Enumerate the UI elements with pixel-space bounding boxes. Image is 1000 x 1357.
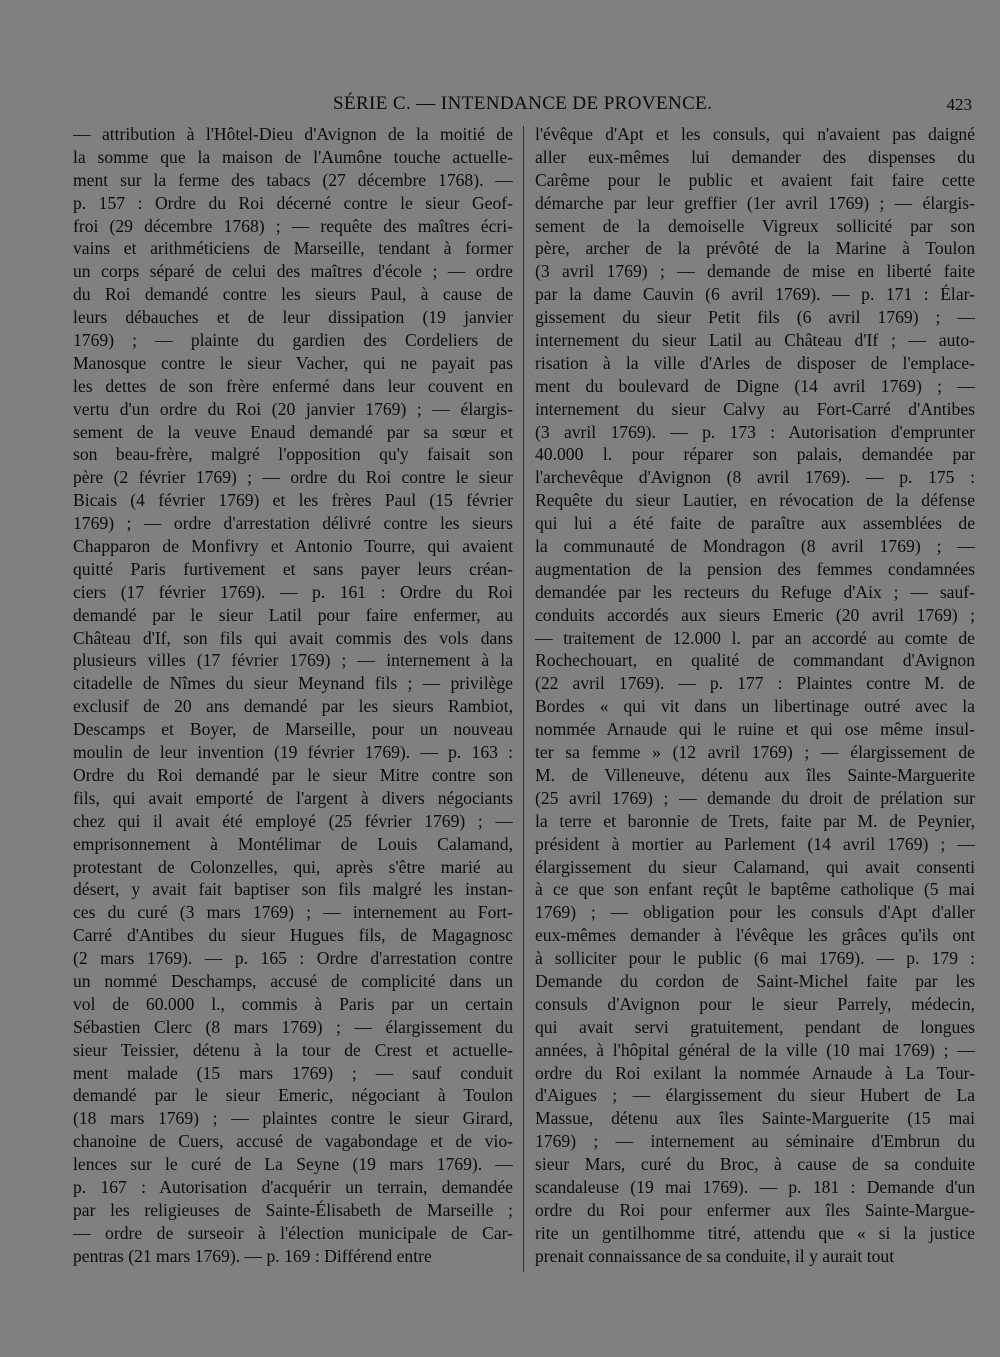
text-line: ordre du Roi exilant la nommée Arnaude à La Tour-: [535, 1062, 975, 1083]
text-line: 1769) ; — ordre d'arrestation délivré contre les sieurs: [73, 513, 513, 534]
text-line: (3 avril 1769). — p. 173 : Autorisation d'emprunter: [535, 421, 975, 442]
text-line: nommée Arnaude qui le ruine et qui ose même insul-: [535, 719, 975, 740]
text-line: un nommé Deschamps, accusé de complicité dans un: [73, 970, 513, 991]
column-divider: [523, 126, 524, 1272]
text-line: Massue, détenu aux îles Sainte-Marguerite (15 mai: [535, 1108, 975, 1129]
text-line: sieur Mars, curé du Broc, à cause de sa conduite: [535, 1154, 975, 1175]
text-line: emprisonnement à Montélimar de Louis Calamand,: [73, 833, 513, 854]
text-line: Requête du sieur Lautier, en révocation de la défense: [535, 490, 975, 511]
text-line: citadelle de Nîmes du sieur Meynand fils ; — privilège: [73, 673, 513, 694]
text-line: la communauté de Mondragon (8 avril 1769) ; —: [535, 536, 975, 557]
text-line: fils, qui avait emporté de l'argent à divers négociants: [73, 787, 513, 808]
text-line: à ce que son enfant reçût le baptême catholique (5 mai: [535, 879, 975, 900]
text-line: ment du boulevard de Digne (14 avril 1769) ; —: [535, 375, 975, 396]
text-line: M. de Villeneuve, détenu aux îles Sainte-Marguerite: [535, 764, 975, 785]
text-line: rite un gentilhomme titré, attendu que « si la justice: [535, 1222, 975, 1243]
text-line: à solliciter pour le public (6 mai 1769). — p. 179 :: [535, 948, 975, 969]
text-line: par la dame Cauvin (6 avril 1769). — p. 171 : Élar-: [535, 284, 975, 305]
text-line: vol de 60.000 l., commis à Paris par un certain: [73, 993, 513, 1014]
text-line: chanoine de Cuers, accusé de vagabondage et de vio-: [73, 1131, 513, 1152]
text-line: 1769) ; — obligation pour les consuls d'Apt d'aller: [535, 902, 975, 923]
running-title: SÉRIE C. — INTENDANCE DE PROVENCE.: [333, 93, 713, 114]
text-line: qui avait servi gratuitement, pendant de longues: [535, 1016, 975, 1037]
text-line: protestant de Colonzelles, qui, après s'être marié au: [73, 856, 513, 877]
text-line: vains et arithméticiens de Marseille, tendant à former: [73, 238, 513, 259]
text-line: demandé par le sieur Latil pour faire enfermer, au: [73, 604, 513, 625]
text-line: scandaleuse (19 mai 1769). — p. 181 : Demande d'un: [535, 1176, 975, 1197]
text-line: Demande du cordon de Saint-Michel faite par les: [535, 970, 975, 991]
text-line: Sébastien Clerc (8 mars 1769) ; — élargissement du: [73, 1016, 513, 1037]
text-line: père, archer de la prévôté de la Marine à Toulon: [535, 238, 975, 259]
text-line: par les religieuses de Sainte-Élisabeth de Marseille ;: [73, 1199, 513, 1220]
text-line: Chapparon de Monfivry et Antonio Tourre, qui avaient: [73, 536, 513, 557]
text-line: pentras (21 mars 1769). — p. 169 : Différend entre: [73, 1245, 432, 1266]
text-line: les dettes de son frère enfermé dans leur couvent en: [73, 375, 513, 396]
text-line: son beau-frère, malgré l'opposition qu'y faisait son: [73, 444, 513, 465]
text-line: moulin de leur invention (19 février 1769). — p. 163 :: [73, 742, 513, 763]
text-line: Bordes « qui vit dans un libertinage outré avec la: [535, 696, 975, 717]
text-line: d'Aigues ; — élargissement du sieur Hubert de La: [535, 1085, 975, 1106]
text-line: ment sur la ferme des tabacs (27 décembre 1768). —: [73, 169, 513, 190]
left-column: [73, 123, 513, 1268]
text-line: internement du sieur Latil au Château d'If ; — auto-: [535, 330, 975, 351]
text-line: plusieurs villes (17 février 1769) ; — internement à la: [73, 650, 513, 671]
text-line: ment malade (15 mars 1769) ; — sauf conduit: [73, 1062, 513, 1083]
text-line: Descamps et Boyer, de Marseille, pour un nouveau: [73, 719, 513, 740]
text-line: Château d'If, son fils qui avait commis des vols dans: [73, 627, 513, 648]
text-line: Manosque contre le sieur Vacher, qui ne payait pas: [73, 352, 513, 373]
text-line: qui lui a été faite de paraître aux assemblées de: [535, 513, 975, 534]
text-line: p. 167 : Autorisation d'acquérir un terrain, demandée: [73, 1176, 513, 1197]
text-line: — ordre de surseoir à l'élection municipale de Car-: [73, 1222, 513, 1243]
text-line: gissement du sieur Petit fils (6 avril 1769) ; —: [535, 307, 975, 328]
text-line: 40.000 l. pour réparer son palais, demandée par: [535, 444, 975, 465]
text-line: Rochechouart, en qualité de commandant d'Avignon: [535, 650, 975, 671]
text-line: Carré d'Antibes du sieur Hugues fils, de Magagnosc: [73, 925, 513, 946]
text-line: chez qui il avait été employé (25 février 1769) ; —: [73, 810, 513, 831]
text-line: consuls d'Avignon pour le sieur Parrely, médecin,: [535, 993, 975, 1014]
text-line: 1769) ; — plainte du gardien des Cordeliers de: [73, 330, 513, 351]
text-line: la terre et baronnie de Trets, faite par M. de Peynier,: [535, 810, 975, 831]
text-line: exclusif de 20 ans demandé par les sieurs Rambiot,: [73, 696, 513, 717]
text-line: désert, y avait fait baptiser son fils malgré les instan-: [73, 879, 513, 900]
text-line: aller eux-mêmes lui demander des dispenses du: [535, 146, 975, 167]
text-line: l'archevêque d'Avignon (8 avril 1769). — p. 175 :: [535, 467, 975, 488]
text-line: la somme que la maison de l'Aumône touche actuelle-: [73, 146, 513, 167]
text-line: ciers (17 février 1769). — p. 161 : Ordre du Roi: [73, 581, 513, 602]
text-line: froi (29 décembre 1768) ; — requête des maîtres écri-: [73, 215, 513, 236]
text-line: ces du curé (3 mars 1769) ; — internement au Fort-: [73, 902, 513, 923]
text-line: augmentation de la pension des femmes condamnées: [535, 558, 975, 579]
text-line: internement du sieur Calvy au Fort-Carré d'Antibes: [535, 398, 975, 419]
text-line: demandé par le sieur Emeric, négociant à Toulon: [73, 1085, 513, 1106]
text-line: sement de la demoiselle Vigreux sollicité par son: [535, 215, 975, 236]
running-header: [0, 93, 1000, 119]
text-line: eux-mêmes demander à l'évêque les grâces qu'ils ont: [535, 925, 975, 946]
text-line: (2 mars 1769). — p. 165 : Ordre d'arrestation contre: [73, 948, 513, 969]
text-line: années, à l'hôpital général de la ville (10 mai 1769) ; —: [535, 1039, 975, 1060]
text-line: p. 157 : Ordre du Roi décerné contre le sieur Geof-: [73, 192, 513, 213]
right-column: [535, 123, 975, 1268]
text-line: quitté Paris furtivement et sans payer leurs créan-: [73, 558, 513, 579]
text-line: (22 avril 1769). — p. 177 : Plaintes contre M. de: [535, 673, 975, 694]
text-line: l'évêque d'Apt et les consuls, qui n'avaient pas daigné: [535, 124, 975, 144]
text-line: du Roi demandé contre les sieurs Paul, à cause de: [73, 284, 513, 305]
text-line: père (2 février 1769) ; — ordre du Roi contre le sieur: [73, 467, 513, 488]
text-line: élargissement du sieur Calamand, qui avait consenti: [535, 856, 975, 877]
text-line: lences sur le curé de La Seyne (19 mars 1769). —: [73, 1154, 513, 1175]
text-line: — attribution à l'Hôtel-Dieu d'Avignon de la moitié de: [73, 124, 513, 144]
text-line: un corps séparé de celui des maîtres d'école ; — ordre: [73, 261, 513, 282]
text-line: démarche par leur greffier (1er avril 1769) ; — élargis-: [535, 192, 975, 213]
text-line: demandée par les recteurs du Refuge d'Aix ; — sauf-: [535, 581, 975, 602]
text-line: ter sa femme » (12 avril 1769) ; — élargissement de: [535, 742, 975, 763]
text-line: sement de la veuve Enaud demandé par sa sœur et: [73, 421, 513, 442]
text-line: ordre du Roi pour enfermer aux îles Sainte-Margue-: [535, 1199, 975, 1220]
text-line: prenait connaissance de sa conduite, il y aurait tout: [535, 1245, 895, 1266]
text-line: leurs débauches et de leur dissipation (19 janvier: [73, 307, 513, 328]
text-line: Ordre du Roi demandé par le sieur Mitre contre son: [73, 764, 513, 785]
text-line: 1769) ; — internement au séminaire d'Embrun du: [535, 1131, 975, 1152]
text-line: conduits accordés aux sieurs Emeric (20 avril 1769) ;: [535, 604, 975, 625]
text-line: vertu d'un ordre du Roi (20 janvier 1769) ; — élargis-: [73, 398, 513, 419]
text-line: — traitement de 12.000 l. par an accordé au comte de: [535, 627, 975, 648]
text-line: Bicais (4 février 1769) et les frères Paul (15 février: [73, 490, 513, 511]
text-line: risation à la ville d'Arles de disposer de l'emplace-: [535, 352, 975, 373]
text-line: sieur Teissier, détenu à la tour de Crest et actuelle-: [73, 1039, 513, 1060]
text-line: (25 avril 1769) ; — demande du droit de prélation sur: [535, 787, 975, 808]
text-line: (3 avril 1769) ; — demande de mise en liberté faite: [535, 261, 975, 282]
text-line: président à mortier au Parlement (14 avril 1769) ; —: [535, 833, 975, 854]
text-line: Carême pour le public et avaient fait faire cette: [535, 169, 975, 190]
page-number: 423: [946, 95, 972, 114]
text-line: (18 mars 1769) ; — plaintes contre le sieur Girard,: [73, 1108, 513, 1129]
